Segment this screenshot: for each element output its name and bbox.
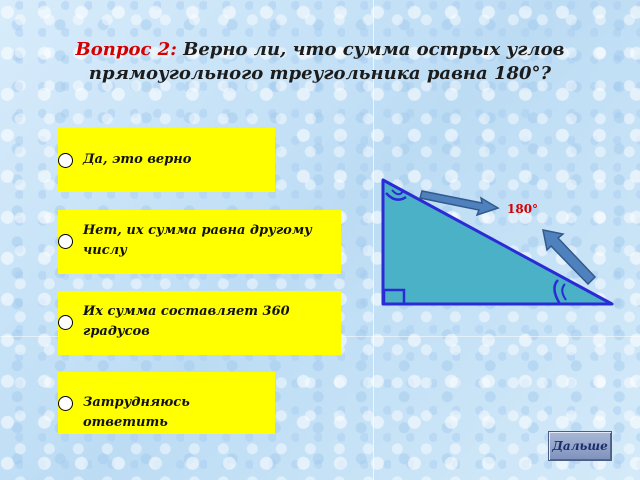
answer-option-label: Нет, их сумма равна другому числу [83,223,312,258]
angle-sum-label: 180° [507,202,539,216]
radio-icon[interactable] [58,234,73,249]
answer-option-4[interactable] [58,372,275,434]
answer-option-label: Затрудняюсь ответить [83,395,190,430]
question-label: Вопрос 2: [75,39,177,60]
answer-option-2[interactable] [58,210,341,274]
right-triangle-diagram [370,170,630,320]
question-text [60,38,580,86]
right-triangle [383,180,612,304]
answer-option-1[interactable] [58,128,275,192]
question-body: Верно ли, что сумма острых углов прямоугольного треугольника равна 180°? [88,39,565,84]
next-button[interactable]: Дальше [548,431,612,461]
radio-icon[interactable] [58,396,73,411]
radio-icon[interactable] [58,315,73,330]
radio-icon[interactable] [58,153,73,168]
answer-option-label: Да, это верно [83,152,192,167]
answer-option-3[interactable] [58,291,341,355]
answer-option-label: Их сумма составляет 360 градусов [83,304,290,339]
